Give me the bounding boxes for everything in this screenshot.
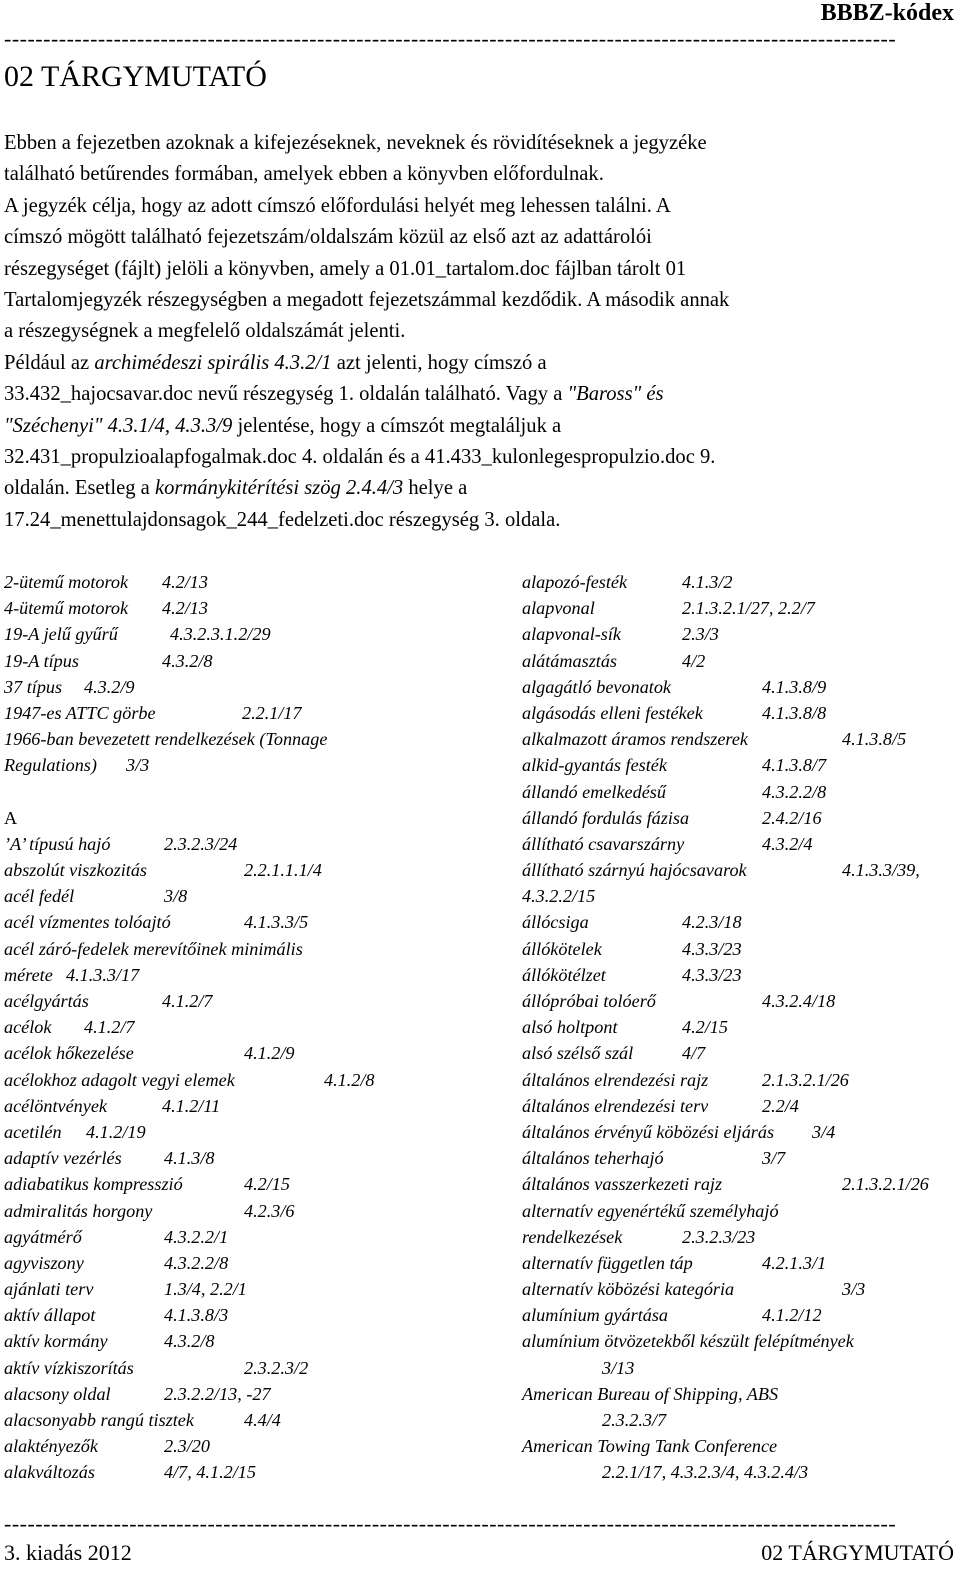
example-text: 33.432_hajocsavar.doc nevű részegység 1. oldalán található. Vagy a: [4, 383, 568, 406]
index-entry: [4, 1328, 474, 1354]
intro-line: a részegységnek a megfelelő oldalszámát jelenti.: [4, 320, 406, 343]
index-term: ajánlati terv: [4, 1279, 94, 1300]
example-line: 17.24_menettulajdonsagok_244_fedelzeti.doc részegység 3. oldala.: [4, 508, 561, 531]
index-entry: [4, 988, 474, 1014]
index-entry: [4, 1067, 474, 1093]
index-term: aktív kormány: [4, 1331, 108, 1352]
index-entry: [522, 595, 958, 621]
index-term: állókötelek: [522, 938, 602, 959]
example-text: Például az: [4, 351, 95, 374]
example-term: "Baross" és: [567, 383, 664, 406]
index-term: általános érvényű köbözési eljárás: [522, 1121, 775, 1142]
index-term: acél vízmentes tolóajtó: [4, 912, 171, 933]
index-entry: [522, 1355, 958, 1381]
footer-edition: 3. kiadás 2012: [4, 1540, 132, 1565]
index-reference: 4.3.2.4/18: [762, 991, 836, 1011]
index-reference: 4.3.2.3.1.2/29: [170, 624, 271, 645]
index-entry: [4, 1224, 474, 1250]
example-text: azt jelenti, hogy címszó a: [331, 351, 547, 374]
index-term: agyviszony: [4, 1252, 84, 1273]
index-reference: 2.2.1/17, 4.3.2.3/4, 4.3.2.4/3: [602, 1462, 809, 1483]
index-term: alumínium ötvözetekből készült felépítmények: [522, 1331, 854, 1352]
index-reference: 4/2: [682, 650, 706, 671]
index-reference: 3/13: [602, 1357, 635, 1378]
example-line: [4, 348, 960, 379]
index-reference: 4.1.3/8: [164, 1148, 215, 1169]
index-entry: [522, 988, 958, 1014]
index-term: alternatív köbözési kategória: [522, 1279, 735, 1300]
index-reference: 4.3.2.2/8: [762, 781, 827, 802]
index-term: acél fedél: [4, 886, 75, 907]
intro-line: A jegyzék célja, hogy az adott címszó előfordulási helyét meg lehessen találni. A: [4, 194, 671, 217]
index-term: aktív vízkiszorítás: [4, 1357, 134, 1378]
index-entry: [522, 752, 958, 778]
intro-text: [4, 128, 960, 536]
index-reference: 1.3/4, 2.2/1: [164, 1279, 247, 1300]
index-reference: 4.1.3.3/5: [244, 912, 309, 933]
index-reference: 4.1.3.3/39,: [842, 860, 920, 881]
index-term: 4-ütemű motorok: [4, 598, 129, 619]
index-reference: 4.2/13: [162, 572, 208, 592]
index-term: ’A’ típusú hajó: [4, 833, 111, 854]
index-entry: [4, 726, 474, 752]
index-term: acélok hőkezelése: [4, 1043, 134, 1064]
index-reference: 2.3.2.2/13, -27: [164, 1383, 271, 1404]
index-letter-heading: A: [4, 807, 18, 828]
index-term: acélgyártás: [4, 991, 89, 1011]
index-entry: [522, 805, 958, 831]
index-entry: [4, 595, 474, 621]
index-entry: [4, 1014, 474, 1040]
index-entry: [522, 569, 958, 595]
index-reference: 2.2.1.1.1/4: [244, 860, 322, 881]
index-entry: [4, 936, 474, 962]
example-line: 32.431_propulzioalapfogalmak.doc 4. oldalán és a 41.433_kulonlegespropulzio.doc 9.: [4, 446, 716, 469]
index-term: abszolút viszkozitás: [4, 860, 147, 881]
index-reference: 4.2.3/18: [682, 912, 742, 933]
index-reference: 4.3.3/23: [682, 964, 742, 985]
index-reference: 2.1.3.2.1/26: [842, 1174, 929, 1195]
index-entry: [4, 1459, 474, 1485]
index-entry: [522, 1067, 958, 1093]
index-term: állandó fordulás fázisa: [522, 807, 690, 828]
index-term: acélokhoz adagolt vegyi elemek: [4, 1069, 235, 1090]
index-entry: [4, 1276, 474, 1302]
index-reference: 4.4/4: [244, 1410, 281, 1430]
index-entry: [4, 1302, 474, 1328]
index-entry: [4, 805, 474, 831]
index-reference: 3/4: [812, 1121, 836, 1142]
index-term: alaktényezők: [4, 1436, 98, 1457]
index-term: 19-A jelű gyűrű: [4, 624, 118, 645]
index-entry: [522, 726, 958, 752]
index-term: általános elrendezési rajz: [522, 1069, 709, 1090]
index-term: általános teherhajó: [522, 1148, 664, 1169]
index-entry: [522, 1250, 958, 1276]
index-entry: [522, 1302, 958, 1328]
index-entry: [4, 779, 474, 805]
index-entry: [4, 569, 474, 595]
index-reference: 4.2/15: [244, 1174, 290, 1195]
index-term: algásodás elleni festékek: [522, 702, 703, 723]
index-entry: [4, 1250, 474, 1276]
index-term: Regulations): [4, 755, 97, 776]
index-term: American Bureau of Shipping, ABS: [522, 1383, 779, 1404]
index-reference: 4.1.2/7: [84, 1017, 135, 1038]
index-term: alumínium gyártása: [522, 1305, 669, 1326]
index-entry: [522, 831, 958, 857]
intro-line: részegységet (fájlt) jelöli a könyvben, amely a 01.01_tartalom.doc fájlban tárolt 01: [4, 257, 687, 280]
index-reference: 4.1.2/19: [86, 1121, 146, 1142]
index-entry: [522, 1014, 958, 1040]
index-term: acél záró-fedelek merevítőinek minimális: [4, 938, 303, 959]
index-term: 4.3.2.2/15: [522, 886, 596, 907]
index-term: állítható szárnyú hajócsavarok: [522, 860, 747, 881]
index-reference: 2.1.3.2.1/27, 2.2/7: [682, 598, 815, 619]
index-entry: [522, 1224, 958, 1250]
intro-line: Ebben a fejezetben azoknak a kifejezéseknek, neveknek és rövidítéseknek a jegyzéke: [4, 132, 707, 154]
index-term: alternatív egyenértékű személyhajó: [522, 1200, 779, 1221]
index-reference: 2.3.2.3/7: [602, 1410, 667, 1430]
example-text: helye a: [403, 477, 468, 500]
index-term: 2-ütemű motorok: [4, 572, 129, 592]
index-column-right: [522, 569, 958, 1486]
example-text: jelentése, hogy a címszót megtaláljuk a: [232, 414, 562, 437]
index-reference: 3/3: [842, 1279, 866, 1300]
index-term: adiabatikus kompresszió: [4, 1174, 183, 1195]
index-term: 1966-ban bevezetett rendelkezések (Tonnage: [4, 729, 328, 750]
example-line: [4, 379, 960, 410]
index-term: alapvonal: [522, 598, 595, 619]
index-reference: 4.3.3/23: [682, 938, 742, 959]
index-entry: [522, 1407, 958, 1433]
index-reference: 4.1.2/9: [244, 1043, 295, 1064]
index-entry: [522, 883, 958, 909]
index-reference: 4.1.3.3/17: [66, 964, 140, 985]
example-term: archimédeszi spirális 4.3.2/1: [94, 351, 332, 374]
index-entry: [522, 1198, 958, 1224]
index-entry: [4, 857, 474, 883]
index-entry: [522, 936, 958, 962]
index-term: alapozó-festék: [522, 572, 628, 592]
index-reference: 4.2/15: [682, 1017, 728, 1038]
index-reference: 2.3.2.3/23: [682, 1226, 756, 1247]
index-reference: 4.1.2/12: [762, 1305, 822, 1326]
example-line: [4, 411, 960, 442]
index-term: általános vasszerkezeti rajz: [522, 1174, 723, 1195]
intro-line: található betűrendes formában, amelyek ebben a könyvben előfordulnak.: [4, 163, 604, 186]
index-term: állócsiga: [522, 912, 589, 933]
index-term: általános elrendezési terv: [522, 1095, 709, 1116]
index-entry: [522, 962, 958, 988]
index-entry: [522, 1119, 958, 1145]
index-term: 19-A típus: [4, 650, 79, 671]
index-reference: 4.3.2/8: [162, 650, 213, 671]
header-divider: ------------------------------------------------------------------------------------------------------------------: [4, 28, 897, 50]
index-reference: 4.1.2/7: [162, 991, 213, 1011]
index-term: alternatív független táp: [522, 1252, 693, 1273]
index-entry: [522, 857, 958, 883]
index-reference: 4.1.3.8/3: [164, 1305, 229, 1326]
index-reference: 4.3.2.2/1: [164, 1226, 229, 1247]
index-reference: 4.1.3.8/8: [762, 702, 827, 723]
index-term: adaptív vezérlés: [4, 1148, 122, 1169]
index-entry: [4, 1093, 474, 1119]
index-entry: [522, 1433, 958, 1459]
index-entry: [522, 1459, 958, 1485]
index-term: állókötélzet: [522, 964, 606, 985]
index-reference: 4.1.3.8/7: [762, 755, 827, 776]
index-term: acélok: [4, 1017, 52, 1038]
index-entry: [4, 1171, 474, 1197]
index-entry: [522, 1171, 958, 1197]
index-term: alakváltozás: [4, 1462, 95, 1483]
index-reference: 4.1.2/11: [162, 1095, 221, 1116]
index-reference: 4.3.2/4: [762, 833, 813, 854]
index-entry: [522, 648, 958, 674]
index-reference: 4.1.3.8/9: [762, 676, 827, 697]
index-entry: [4, 1040, 474, 1066]
index-reference: 4.1.2/8: [324, 1069, 375, 1090]
index-entry: [522, 621, 958, 647]
index-reference: 4.2.1.3/1: [762, 1252, 827, 1273]
intro-line: Tartalomjegyzék részegységben a megadott fejezetszámmal kezdődik. A második annak: [4, 289, 730, 312]
index-term: 37 típus: [4, 676, 63, 697]
index-entry: [4, 752, 474, 778]
index-entry: [4, 1355, 474, 1381]
index-entry: [4, 831, 474, 857]
index-entry: [522, 700, 958, 726]
intro-line: címszó mögött található fejezetszám/oldalszám közül az első azt az adattárolói: [4, 226, 652, 249]
index-entry: [522, 1145, 958, 1171]
example-line: [4, 473, 960, 504]
index-reference: 4/7: [682, 1043, 706, 1064]
index-term: algagátló bevonatok: [522, 676, 672, 697]
index-entry: [522, 1093, 958, 1119]
index-entry: [522, 1381, 958, 1407]
example-term: "Széchenyi" 4.3.1/4, 4.3.3/9: [4, 414, 233, 437]
index-reference: 3/8: [164, 886, 188, 907]
index-entry: [4, 962, 474, 988]
index-reference: 4.3.2.2/8: [164, 1252, 229, 1273]
index-entry: [522, 1328, 958, 1354]
header-code: BBBZ-kódex: [820, 0, 954, 26]
index-term: alátámasztás: [522, 650, 617, 671]
index-reference: 4.1.3/2: [682, 572, 733, 592]
index-term: állandó emelkedésű: [522, 781, 666, 802]
index-entry: [522, 1276, 958, 1302]
index-entry: [4, 1433, 474, 1459]
index-reference: 2.3/20: [164, 1436, 210, 1457]
index-reference: 3/7: [762, 1148, 786, 1169]
index-reference: 2.2.1/17: [242, 702, 302, 723]
index-entry: [4, 1381, 474, 1407]
index-term: acetilén: [4, 1121, 62, 1142]
index-entry: [4, 1119, 474, 1145]
index-entry: [4, 883, 474, 909]
index-term: 1947-es ATTC görbe: [4, 702, 156, 723]
index-reference: 4/7, 4.1.2/15: [164, 1462, 256, 1483]
index-reference: 4.2.3/6: [244, 1200, 295, 1221]
index-entry: [4, 1407, 474, 1433]
index-entry: [522, 909, 958, 935]
index-reference: 2.4.2/16: [762, 807, 822, 828]
index-entry: [4, 1145, 474, 1171]
index-entry: [522, 1040, 958, 1066]
index-entry: [522, 779, 958, 805]
footer-divider: ------------------------------------------------------------------------------------------------------------------: [4, 1513, 897, 1535]
index-term: agyátmérő: [4, 1226, 82, 1247]
index-entry: [522, 674, 958, 700]
index-term: alacsony oldal: [4, 1383, 111, 1404]
index-term: állópróbai tolóerő: [522, 991, 656, 1011]
index-term: alkid-gyantás festék: [522, 755, 667, 776]
index-reference: 4.1.3.8/5: [842, 729, 907, 750]
index-entry: [4, 909, 474, 935]
index-term: alapvonal-sík: [522, 624, 622, 645]
example-text: oldalán. Esetleg a: [4, 477, 155, 500]
index-entry: [4, 648, 474, 674]
index-reference: 4.3.2/9: [84, 676, 135, 697]
index-reference: 3/3: [126, 755, 150, 776]
example-term: kormánykitérítési szög 2.4.4/3: [154, 477, 404, 500]
index-term: állítható csavarszárny: [522, 833, 685, 854]
index-term: rendelkezések: [522, 1226, 623, 1247]
index-column-left: [4, 569, 474, 1486]
index-term: alacsonyabb rangú tisztek: [4, 1410, 194, 1430]
footer-section: 02 TÁRGYMUTATÓ: [761, 1540, 954, 1565]
index-term: alsó szélső szál: [522, 1043, 634, 1064]
index-entry: [4, 700, 474, 726]
index-reference: 4.2/13: [162, 598, 208, 619]
index-term: admiralitás horgony: [4, 1200, 153, 1221]
index-reference: 2.3/3: [682, 624, 719, 645]
index-entry: [4, 621, 474, 647]
index-reference: 2.3.2.3/2: [244, 1357, 309, 1378]
index-term: mérete: [4, 964, 53, 985]
index-reference: 2.1.3.2.1/26: [762, 1069, 849, 1090]
page-title: 02 TÁRGYMUTATÓ: [4, 60, 267, 93]
index-term: alkalmazott áramos rendszerek: [522, 729, 748, 750]
index-term: American Towing Tank Conference: [522, 1436, 778, 1457]
index-reference: 4.3.2/8: [164, 1331, 215, 1352]
index-entry: [4, 674, 474, 700]
index-term: acélöntvények: [4, 1095, 107, 1116]
index-entry: [4, 1198, 474, 1224]
index-reference: 2.2/4: [762, 1095, 799, 1116]
index-reference: 2.3.2.3/24: [164, 833, 238, 854]
index-term: aktív állapot: [4, 1305, 96, 1326]
index-term: alsó holtpont: [522, 1017, 618, 1038]
